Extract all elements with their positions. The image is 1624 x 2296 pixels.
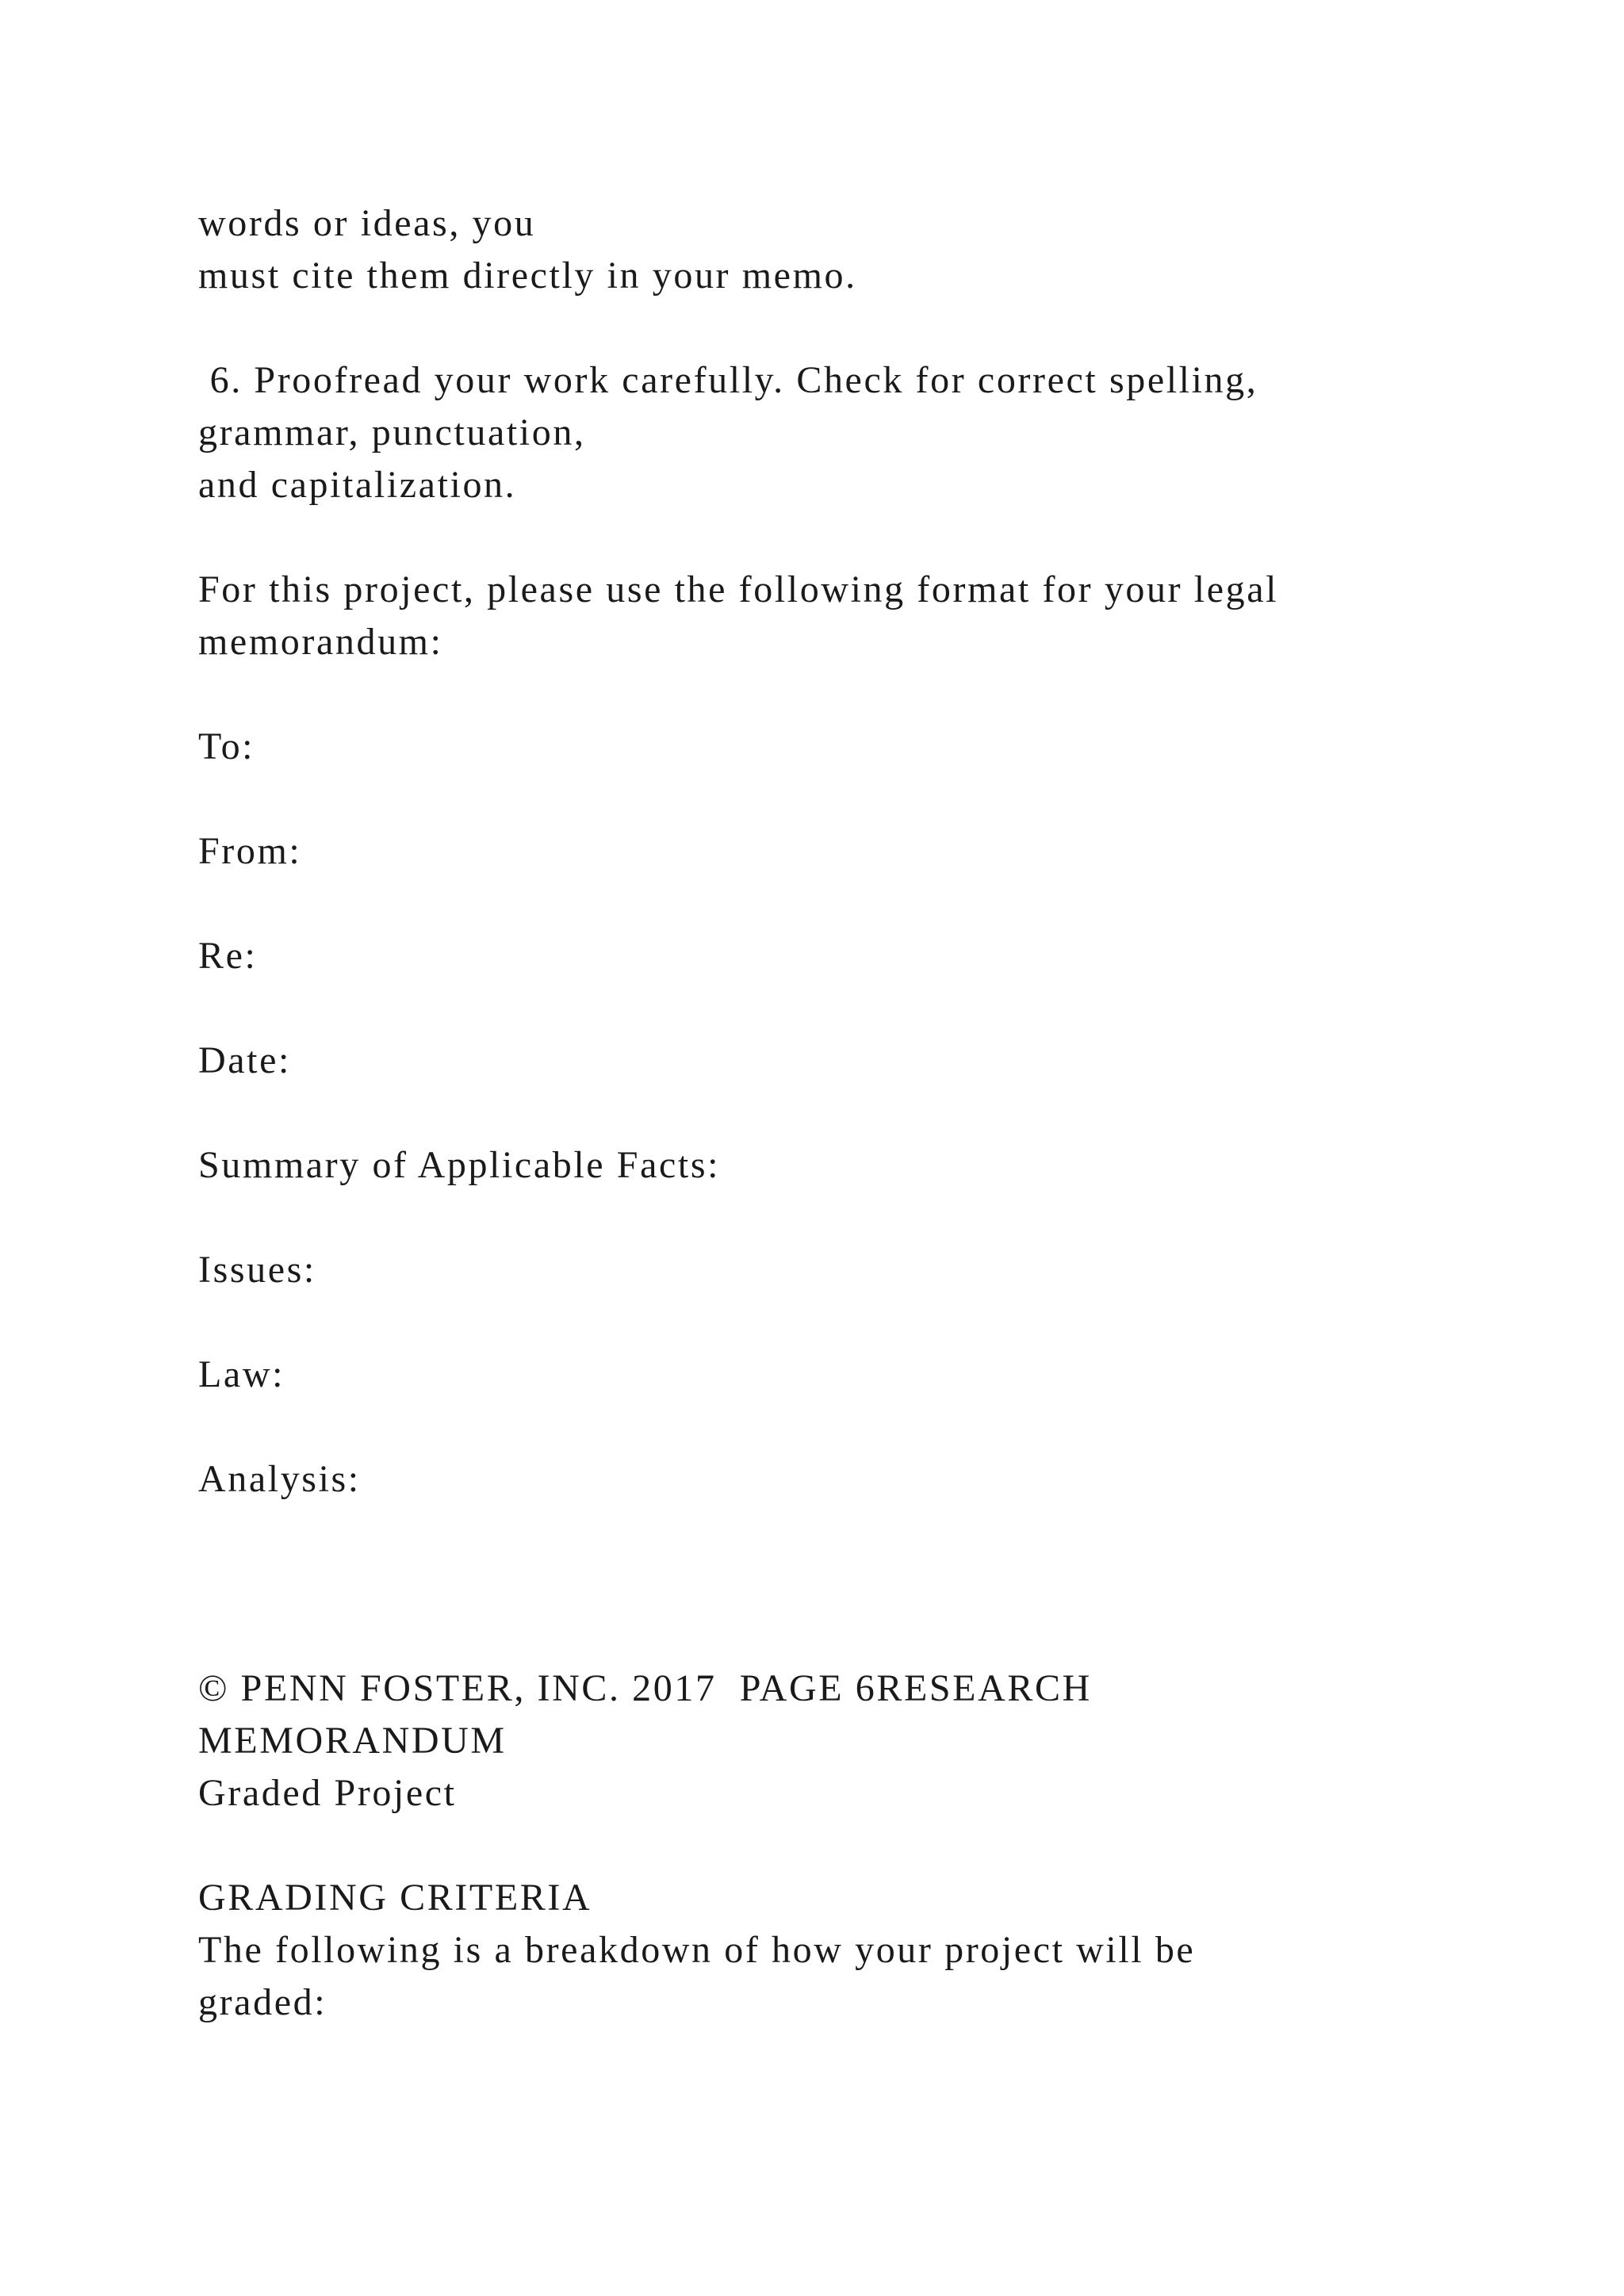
memo-field-analysis: Analysis: bbox=[198, 1458, 361, 1500]
text-line: grammar, punctuation, bbox=[198, 411, 586, 453]
memo-field-to: To: bbox=[198, 725, 255, 767]
text-line: For this project, please use the following format for your legal bbox=[198, 568, 1279, 610]
text-line: The following is a breakdown of how your project will be bbox=[198, 1929, 1196, 1971]
text-line: words or ideas, you bbox=[198, 202, 536, 244]
text-line: 6. Proofread your work carefully. Check for correct spelling, bbox=[198, 359, 1258, 401]
text-line: must cite them directly in your memo. bbox=[198, 254, 857, 297]
memo-field-re: Re: bbox=[198, 935, 258, 977]
text-line: memorandum: bbox=[198, 621, 443, 663]
memo-field-law: Law: bbox=[198, 1353, 285, 1395]
memo-field-date: Date: bbox=[198, 1039, 291, 1081]
section-title: MEMORANDUM bbox=[198, 1720, 507, 1762]
memo-field-from: From: bbox=[198, 830, 302, 872]
memo-field-issues: Issues: bbox=[198, 1249, 316, 1291]
section-heading: GRADING CRITERIA bbox=[198, 1877, 592, 1919]
text-line: graded: bbox=[198, 1981, 327, 2023]
copyright-footer: © PENN FOSTER, INC. 2017 PAGE 6RESEARCH bbox=[198, 1667, 1092, 1709]
text-line: and capitalization. bbox=[198, 464, 517, 506]
memo-field-summary: Summary of Applicable Facts: bbox=[198, 1144, 721, 1186]
section-subtitle: Graded Project bbox=[198, 1772, 457, 1814]
